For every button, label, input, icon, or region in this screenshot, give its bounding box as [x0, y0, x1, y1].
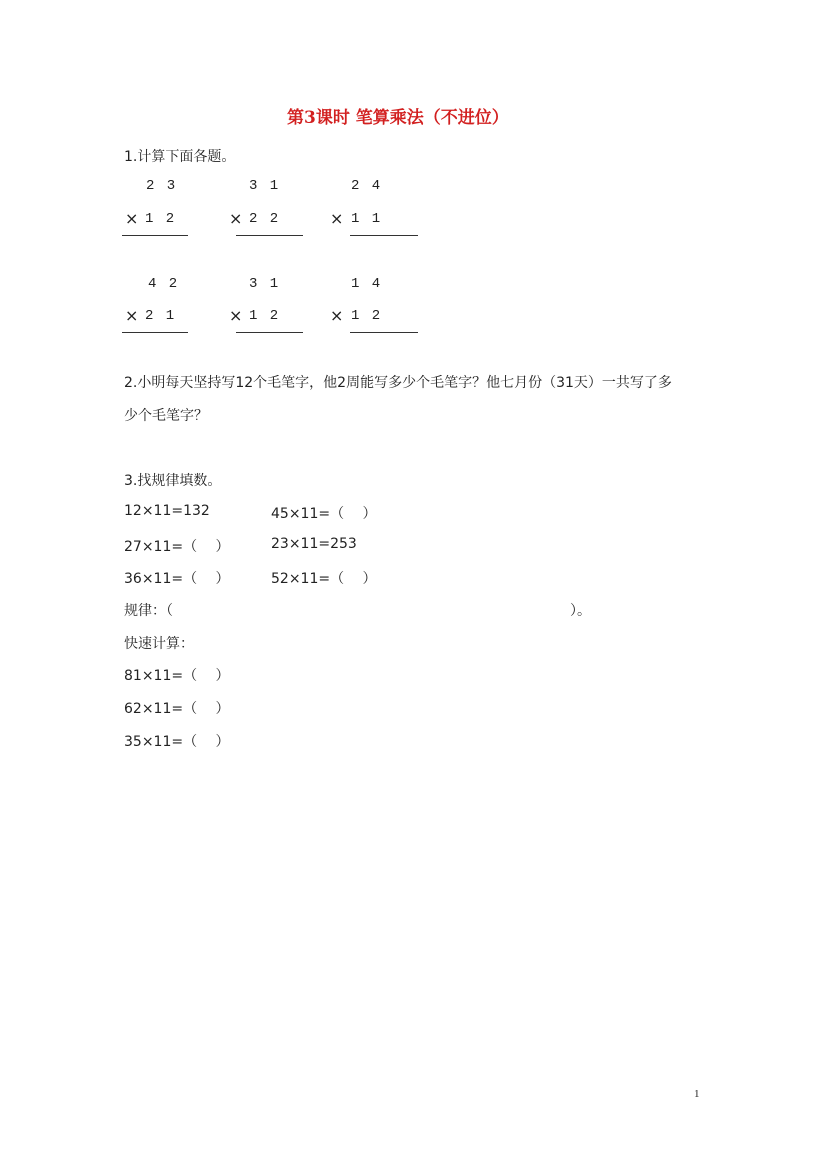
- question-2-line-1: 2.小明每天坚持写12个毛笔字，他2周能写多少个毛笔字？他七月份（31天）一共写了多: [124, 375, 672, 391]
- problem-bottom-number: 1 2: [249, 308, 281, 324]
- answer-line: [236, 235, 303, 236]
- pattern-right-2: 23×11=253: [271, 536, 357, 552]
- times-sign: ×: [330, 209, 344, 228]
- question-3-prompt: 3.找规律填数。: [124, 473, 222, 489]
- answer-line: [236, 332, 303, 333]
- problem-top-number: 1 4: [351, 276, 383, 292]
- quick-calc-label: 快速计算：: [124, 636, 194, 652]
- answer-line: [350, 332, 418, 333]
- pattern-left-1: 12×11=132: [124, 503, 210, 519]
- page-title: 第3课时 笔算乘法（不进位）: [287, 108, 509, 128]
- problem-top-number: 4 2: [148, 276, 180, 292]
- problem-bottom-number: 1 2: [145, 211, 177, 227]
- pattern-left-2: 27×11=（ ）: [124, 539, 230, 555]
- problem-bottom-number: 1 1: [351, 211, 383, 227]
- answer-line: [350, 235, 418, 236]
- problem-top-number: 2 3: [146, 178, 178, 194]
- problem-bottom-number: 2 2: [249, 211, 281, 227]
- problem-bottom-number: 1 2: [351, 308, 383, 324]
- times-sign: ×: [330, 306, 344, 325]
- answer-line: [122, 235, 188, 236]
- times-sign: ×: [229, 209, 243, 228]
- quick-calc-1: 81×11=（ ）: [124, 668, 230, 684]
- page-number: 1: [694, 1088, 700, 1100]
- problem-top-number: 3 1: [249, 276, 281, 292]
- pattern-right-1: 45×11=（ ）: [271, 506, 377, 522]
- answer-line: [122, 332, 188, 333]
- problem-top-number: 3 1: [249, 178, 281, 194]
- question-1-prompt: 1.计算下面各题。: [124, 149, 236, 165]
- times-sign: ×: [229, 306, 243, 325]
- problem-bottom-number: 2 1: [145, 308, 177, 324]
- times-sign: ×: [125, 209, 139, 228]
- question-2-line-2: 少个毛笔字？: [124, 408, 208, 424]
- pattern-right-3: 52×11=（ ）: [271, 571, 377, 587]
- rule-close: ）。: [570, 603, 591, 619]
- pattern-left-3: 36×11=（ ）: [124, 571, 230, 587]
- quick-calc-3: 35×11=（ ）: [124, 734, 230, 750]
- quick-calc-2: 62×11=（ ）: [124, 701, 230, 717]
- rule-label: 规律：（: [124, 603, 173, 619]
- times-sign: ×: [125, 306, 139, 325]
- problem-top-number: 2 4: [351, 178, 383, 194]
